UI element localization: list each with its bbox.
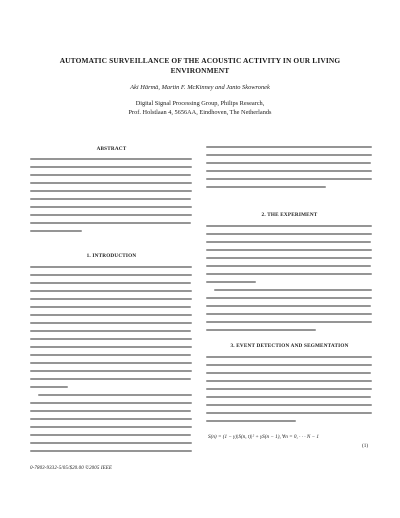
- affiliation-line-2: Prof. Holstlaan 4, 5656AA, Eindhoven, The Netherlands: [128, 108, 272, 116]
- copyright-footer: 0-7803-9332-5/05/$20.00 ©2005 IEEE: [30, 466, 113, 471]
- abstract-heading: ABSTRACT: [96, 146, 127, 152]
- title-line-1: AUTOMATIC SURVEILLANCE OF THE ACOUSTIC ACTIVITY IN OUR LIVING: [59, 56, 341, 65]
- equation-number: (1): [362, 443, 369, 449]
- paper-title: [0, 56, 400, 75]
- event-detection-heading: 3. EVENT DETECTION AND SEGMENTATION: [230, 343, 349, 349]
- affiliation: [0, 100, 400, 117]
- affiliation-line-1: Digital Signal Processing Group, Philips Research,: [135, 100, 265, 107]
- authors: Aki Härmä, Martin F. McKinney and Janto Skowronek: [130, 84, 270, 91]
- experiment-heading: 2. THE EXPERIMENT: [261, 212, 318, 218]
- introduction-heading: 1. INTRODUCTION: [86, 253, 137, 259]
- title-line-2: ENVIRONMENT: [170, 65, 230, 75]
- equation-1: S(n) = (1 − γ)|S(n, t)|² + γS(n − 1), ∀n = 0, · · · N − 1: [208, 434, 320, 440]
